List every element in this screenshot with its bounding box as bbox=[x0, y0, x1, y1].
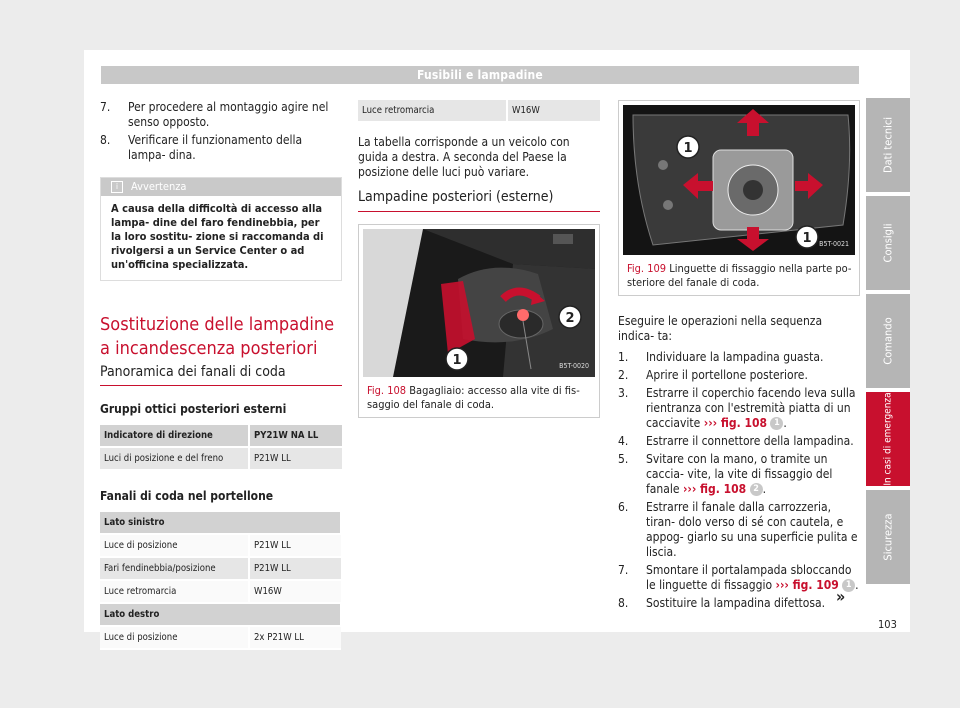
section-title: Sostituzione delle lampadine a incandescenza posteriori bbox=[100, 314, 335, 359]
table-row: Indicatore di direzione PY21W NA LL bbox=[100, 425, 342, 447]
table-row: Luce retromarcia W16W bbox=[100, 580, 341, 603]
table-row: Fari fendinebbia/posizione P21W LL bbox=[100, 557, 341, 580]
figure-caption: Fig. 109 Linguette di fissaggio nella parte po- steriore del fanale di coda. bbox=[627, 262, 852, 289]
callout-2: 2 bbox=[565, 311, 575, 326]
figure-link[interactable]: ››› fig. 108 bbox=[703, 416, 767, 430]
figure-code: B5T-0021 bbox=[819, 240, 849, 248]
callout-1b: 1 bbox=[802, 231, 812, 246]
table-row: Luce di posizione 2x P21W LL bbox=[100, 626, 341, 649]
callout-1: 1 bbox=[452, 353, 462, 368]
figure-image-trunk bbox=[363, 229, 595, 377]
tab-in-casi-di-emergenza[interactable]: In casi di emergenza bbox=[866, 392, 910, 486]
subsection-title: Panoramica dei fanali di coda bbox=[100, 365, 342, 386]
table-row: Luci di posizione e del freno P21W LL bbox=[100, 447, 342, 470]
steps-list bbox=[618, 350, 860, 611]
intro-paragraph: Eseguire le operazioni nella sequenza indica- ta: bbox=[618, 314, 823, 343]
column-left bbox=[100, 100, 342, 650]
figure-caption: Fig. 108 Bagagliaio: accesso alla vite di fis- saggio del fanale di coda. bbox=[367, 384, 580, 411]
figure-label: Fig. 109 bbox=[627, 262, 667, 275]
list-item: 6. Estrarre il fanale dalla carrozzeria, tiran- dolo verso di sé con cautela, e appog- giarlo su una superficie pulita e liscia. bbox=[618, 500, 858, 559]
list-item: 1. Individuare la lampadina guasta. bbox=[618, 350, 824, 364]
taillight-illustration bbox=[623, 105, 855, 255]
running-header: Fusibili e lampadine bbox=[101, 66, 859, 84]
list-item: 7. Smontare il portalampada sbloccando le linguette di fissaggio ››› fig. 109 1 . bbox=[618, 563, 859, 592]
table-row: Luce retromarcia W16W bbox=[358, 100, 600, 122]
tab-comando[interactable]: Comando bbox=[866, 294, 910, 388]
warning-header: i Avvertenza bbox=[101, 178, 341, 196]
warning-box bbox=[100, 177, 342, 281]
tab-consigli[interactable]: Consigli bbox=[866, 196, 910, 290]
continue-arrow-icon: » bbox=[836, 587, 846, 606]
table-row: Luce di posizione P21W LL bbox=[100, 534, 341, 557]
bulb-table-tailgate bbox=[100, 512, 342, 650]
subsection-title: Lampadine posteriori (esterne) bbox=[358, 190, 600, 212]
tab-sicurezza[interactable]: Sicurezza bbox=[866, 490, 910, 584]
figure-109 bbox=[618, 100, 860, 296]
column-right bbox=[618, 100, 860, 614]
figure-link[interactable]: ››› fig. 108 bbox=[682, 482, 747, 496]
figure-108 bbox=[358, 224, 600, 418]
info-icon: i bbox=[111, 181, 123, 193]
list-item: 4. Estrarre il connettore della lampadina. bbox=[618, 434, 854, 448]
paragraph: La tabella corrisponde a un veicolo con guida a destra. A seconda del Paese la posizione delle luci può variare. bbox=[358, 135, 570, 179]
column-middle bbox=[358, 100, 600, 418]
figure-link[interactable]: ››› fig. 109 bbox=[775, 578, 839, 592]
callout-badge: 1 bbox=[842, 579, 855, 592]
list-item: 7. Per procedere al montaggio agire nel senso opposto. bbox=[100, 100, 329, 129]
table-row: Lato destro bbox=[100, 603, 341, 626]
list-item: 8. Verificare il funzionamento della lampa- dina. bbox=[100, 133, 303, 162]
tab-dati-tecnici[interactable]: Dati tecnici bbox=[866, 98, 910, 192]
figure-image-taillight bbox=[623, 105, 855, 255]
table1-heading: Gruppi ottici posteriori esterni bbox=[100, 402, 287, 416]
figure-code: B5T-0020 bbox=[559, 362, 589, 370]
table-row: Lato sinistro bbox=[100, 512, 341, 534]
list-item: 3. Estrarre il coperchio facendo leva sulla rientranza con l'estremità piatta di un cacciavite ››› fig. 108 1 . bbox=[618, 386, 856, 430]
bulb-table-continued bbox=[358, 100, 600, 123]
list-item: 2. Aprire il portellone posteriore. bbox=[618, 368, 808, 382]
steps-list-continued bbox=[100, 100, 342, 163]
callout-badge: 2 bbox=[750, 483, 763, 496]
list-item: 8. Sostituire la lampadina difettosa. bbox=[618, 596, 826, 610]
figure-label: Fig. 108 bbox=[367, 384, 407, 397]
callout-badge: 1 bbox=[770, 417, 783, 430]
warning-body: A causa della difficoltà di accesso alla lampa- dine del faro fendinebbia, per la loro sostitu- zione si raccomanda di rivolgersi a un Service Center o ad un'officina specializzata. bbox=[111, 202, 324, 271]
table2-heading: Fanali di coda nel portellone bbox=[100, 489, 274, 503]
page-number: 103 bbox=[878, 618, 897, 631]
bulb-table-exterior bbox=[100, 425, 342, 471]
list-item: 5. Svitare con la mano, o tramite un caccia- vite, la vite di fissaggio del fanale ››› fig. 108 2 . bbox=[618, 452, 833, 496]
callout-1: 1 bbox=[683, 141, 693, 156]
trunk-illustration bbox=[363, 229, 595, 377]
